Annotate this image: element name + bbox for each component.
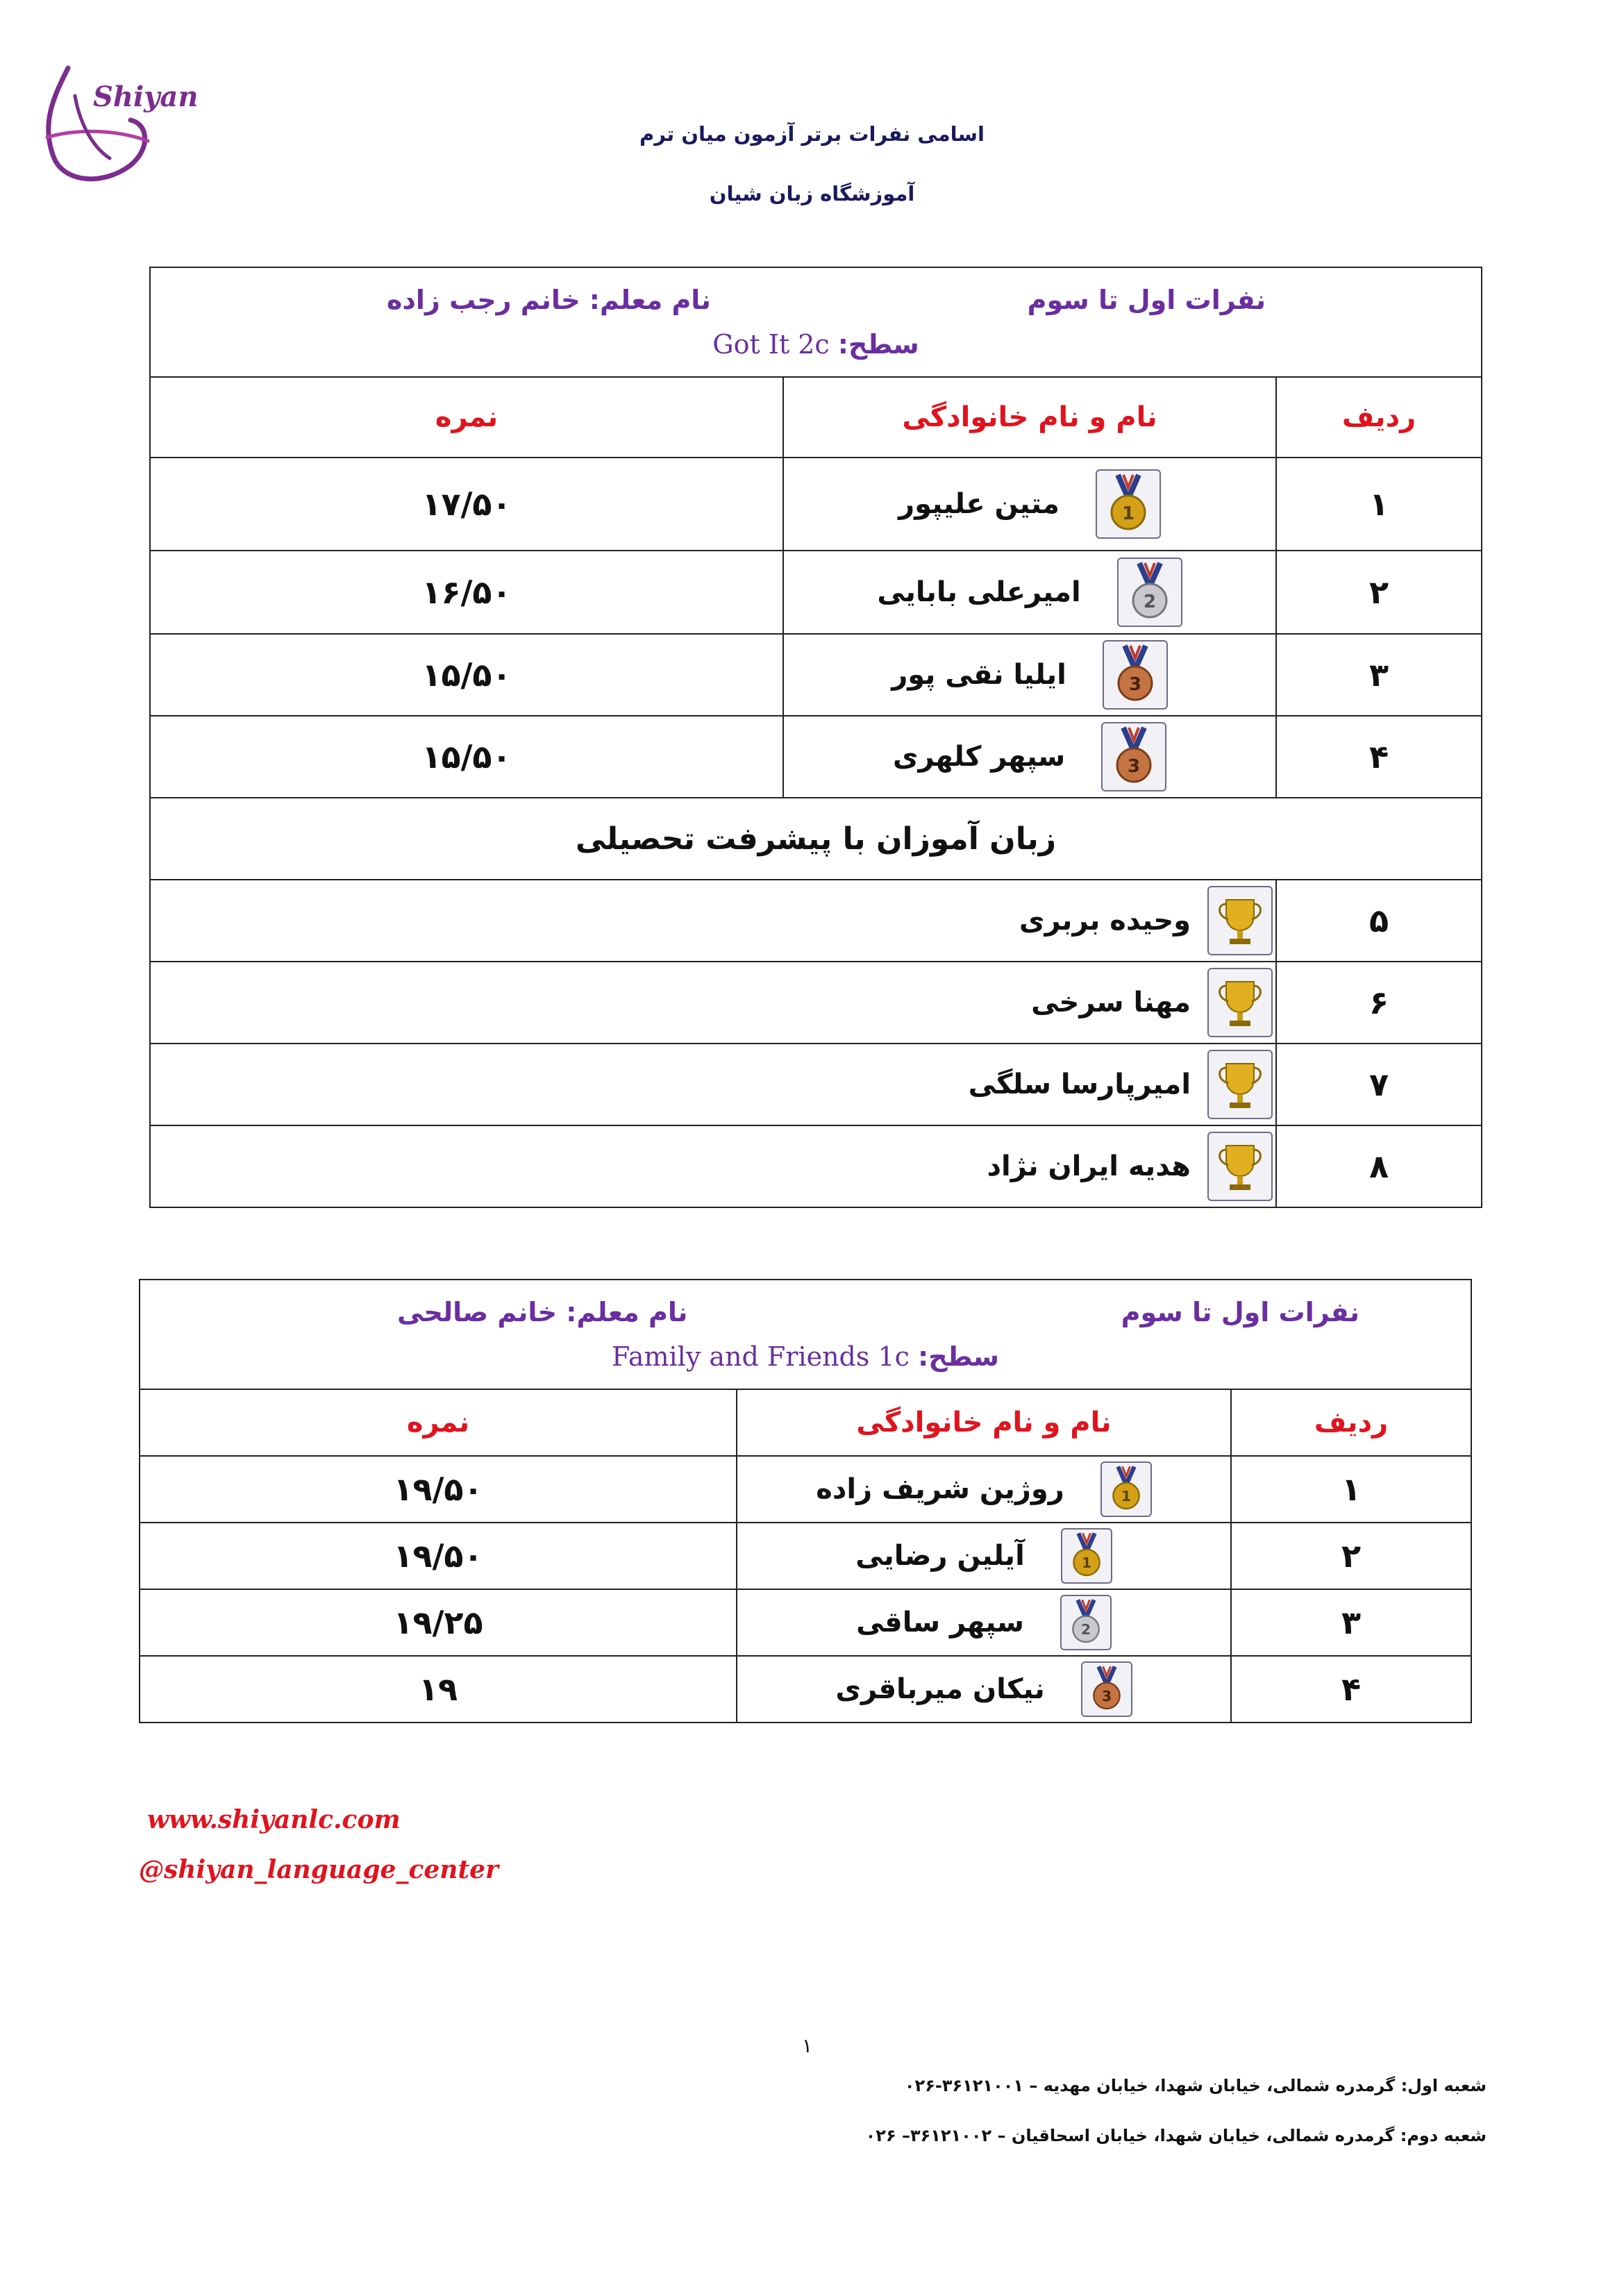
table1-info-cell	[150, 267, 1482, 377]
score-cell: ۱۵/۵۰	[150, 716, 783, 798]
website-link[interactable]: www.shiyanlc.com	[147, 1805, 401, 1834]
school-name: آموزشگاه زبان شیان	[709, 182, 915, 206]
student-name: نیکان میرباقری	[835, 1673, 1045, 1705]
student-name: سپهر کلهری	[892, 741, 1066, 773]
score-cell: ۱۹/۲۵	[140, 1589, 737, 1656]
ranking-table-1	[149, 267, 1482, 1208]
level-value: Got It 2c	[712, 329, 830, 360]
name-cell	[737, 1456, 1231, 1523]
table-row	[150, 1044, 1482, 1125]
row-number: ۷	[1276, 1044, 1482, 1125]
gold-medal-icon	[1061, 1528, 1112, 1584]
svg-text:1: 1	[1121, 503, 1135, 524]
student-name: هدیه ایران نژاد	[987, 1150, 1191, 1182]
student-name: متین علیپور	[898, 488, 1060, 520]
gold-medal-icon	[1096, 469, 1161, 539]
name-cell	[737, 1589, 1231, 1656]
student-name: امیرعلی بابایی	[877, 576, 1081, 608]
row-number: ۱	[1276, 458, 1482, 551]
row-number: ۲	[1231, 1523, 1471, 1589]
group-label: نفرات اول تا سوم	[1121, 1297, 1360, 1327]
table-row	[150, 458, 1482, 551]
score-cell: ۱۹	[140, 1656, 737, 1723]
svg-text:3: 3	[1128, 756, 1141, 777]
svg-text:2: 2	[1080, 1621, 1091, 1639]
svg-text:2: 2	[1143, 592, 1156, 612]
logo-brand-text: Shiyan	[93, 81, 199, 113]
level-line	[140, 1341, 1471, 1372]
row-number: ۶	[1276, 962, 1482, 1044]
group-label: نفرات اول تا سوم	[1027, 285, 1266, 315]
student-name: روژین شریف زاده	[816, 1473, 1064, 1505]
page-number: ۱	[802, 2034, 813, 2057]
student-name: سپهر ساقی	[856, 1607, 1024, 1639]
branch-1-address: شعبه اول: گرمدره شمالی، خیابان شهدا، خیابان مهدیه – ۳۶۱۲۱۰۰۱-۰۲۶	[904, 2076, 1487, 2095]
trophy-icon	[1207, 886, 1273, 955]
bronze-medal-icon	[1103, 640, 1168, 710]
table-row	[140, 1456, 1471, 1523]
progress-section-title: زبان آموزان با پیشرفت تحصیلی	[150, 798, 1482, 880]
table-row	[150, 1125, 1482, 1207]
svg-text:1: 1	[1081, 1555, 1091, 1572]
student-name: آیلین رضایی	[855, 1540, 1025, 1572]
student-name: ایلیا نقی پور	[891, 659, 1066, 691]
name-cell	[150, 962, 1276, 1044]
name-cell	[783, 634, 1276, 716]
col-header-score: نمره	[140, 1389, 737, 1456]
branch-2-address: شعبه دوم: گرمدره شمالی، خیابان شهدا، خیابان اسحاقیان – ۳۶۱۲۱۰۰۲– ۰۲۶	[865, 2126, 1487, 2145]
table-row	[150, 634, 1482, 716]
name-cell	[150, 880, 1276, 962]
table-row	[140, 1589, 1471, 1656]
score-cell: ۱۵/۵۰	[150, 634, 783, 716]
name-cell	[737, 1523, 1231, 1589]
trophy-icon	[1207, 968, 1273, 1037]
gold-medal-icon	[1100, 1461, 1152, 1517]
col-header-score: نمره	[150, 377, 783, 458]
level-line	[151, 329, 1481, 360]
student-name: وحیده بربری	[1019, 905, 1191, 937]
col-header-name: نام و نام خانوادگی	[783, 377, 1276, 458]
name-cell	[783, 716, 1276, 798]
student-name: امیرپارسا سلگی	[968, 1069, 1191, 1100]
teacher-label: نام معلم: خانم صالحی	[397, 1297, 688, 1327]
row-number: ۳	[1231, 1589, 1471, 1656]
name-cell	[150, 1125, 1276, 1207]
table-row	[150, 962, 1482, 1044]
col-header-name: نام و نام خانوادگی	[737, 1389, 1231, 1456]
col-header-row: ردیف	[1231, 1389, 1471, 1456]
row-number: ۵	[1276, 880, 1482, 962]
level-value: Family and Friends 1c	[612, 1341, 910, 1372]
level-label: سطح:	[918, 1341, 999, 1372]
row-number: ۸	[1276, 1125, 1482, 1207]
score-cell: ۱۶/۵۰	[150, 551, 783, 634]
name-cell	[783, 551, 1276, 634]
student-name: مهنا سرخی	[1031, 987, 1191, 1019]
bronze-medal-icon	[1101, 722, 1166, 791]
row-number: ۳	[1276, 634, 1482, 716]
table-row	[150, 880, 1482, 962]
teacher-label: نام معلم: خانم رجب زاده	[387, 285, 711, 315]
svg-text:1: 1	[1121, 1488, 1131, 1505]
svg-text:3: 3	[1101, 1688, 1112, 1705]
name-cell	[783, 458, 1276, 551]
score-cell: ۱۹/۵۰	[140, 1456, 737, 1523]
col-header-row: ردیف	[1276, 377, 1482, 458]
row-number: ۱	[1231, 1456, 1471, 1523]
trophy-icon	[1207, 1050, 1273, 1119]
silver-medal-icon	[1117, 558, 1182, 627]
level-label: سطح:	[837, 329, 919, 360]
svg-text:3: 3	[1128, 674, 1141, 695]
document-title: اسامی نفرات برتر آزمون میان ترم	[639, 122, 985, 146]
table-row	[150, 551, 1482, 634]
table-row	[140, 1656, 1471, 1723]
table-row	[150, 716, 1482, 798]
name-cell	[150, 1044, 1276, 1125]
row-number: ۴	[1276, 716, 1482, 798]
table-row	[140, 1523, 1471, 1589]
row-number: ۲	[1276, 551, 1482, 634]
table2-info-cell	[140, 1280, 1471, 1389]
score-cell: ۱۷/۵۰	[150, 458, 783, 551]
name-cell	[737, 1656, 1231, 1723]
score-cell: ۱۹/۵۰	[140, 1523, 737, 1589]
ranking-table-2	[139, 1279, 1472, 1723]
row-number: ۴	[1231, 1656, 1471, 1723]
bronze-medal-icon	[1081, 1661, 1132, 1717]
instagram-handle[interactable]: @shiyan_language_center	[139, 1855, 499, 1884]
silver-medal-icon	[1060, 1595, 1112, 1650]
trophy-icon	[1207, 1132, 1273, 1201]
